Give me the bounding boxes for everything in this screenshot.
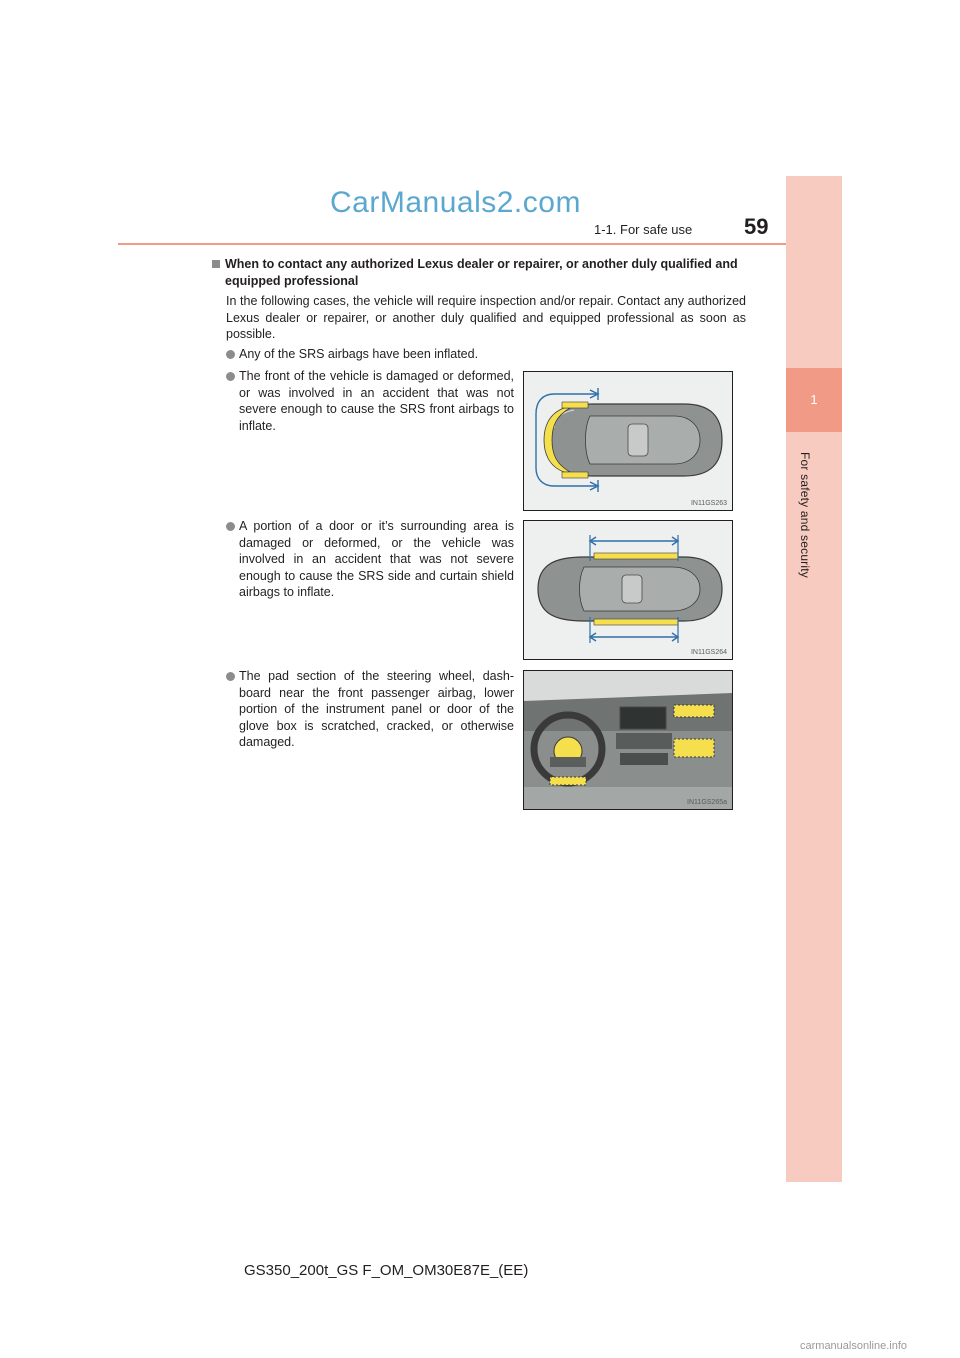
figure-code: IN11GS265a xyxy=(687,799,727,806)
circle-bullet-icon xyxy=(226,522,235,531)
dashboard-icon xyxy=(524,671,732,809)
section-title: 1-1. For safe use xyxy=(594,222,693,237)
figure-dashboard xyxy=(523,670,733,810)
circle-bullet-icon xyxy=(226,372,235,381)
figure-code: IN11GS264 xyxy=(690,649,727,656)
circle-bullet-icon xyxy=(226,672,235,681)
chapter-sidebar xyxy=(786,176,842,1182)
header-rule xyxy=(118,243,786,245)
figure-front-damage xyxy=(523,371,733,511)
figure-side-damage xyxy=(523,520,733,660)
chapter-number: 1 xyxy=(810,392,818,407)
car-top-view-side-icon xyxy=(524,521,732,659)
circle-bullet-icon xyxy=(226,350,235,359)
page-number: 59 xyxy=(744,214,769,239)
watermark-logo[interactable]: CarManuals2.com xyxy=(330,186,581,219)
bullet-item: Any of the SRS airbags have been inflated. xyxy=(226,346,746,363)
bullet-item: The pad section of the steering wheel, dash-board near the front passenger airbag, lower portion of the instrument panel or door of the glove box is scratched, cracked, or otherwise damaged. xyxy=(226,668,514,751)
footer-doc-code: GS350_200t_GS F_OM_OM30E87E_(EE) xyxy=(244,1262,529,1279)
car-top-view-front-icon xyxy=(524,372,732,510)
intro-paragraph: In the following cases, the vehicle will require inspection and/or repair. Contact any authorized Lexus dealer or repairer, or another duly qualified and equipped professional as soon as possible. xyxy=(226,294,746,341)
square-bullet-icon xyxy=(212,260,220,268)
section-heading: When to contact any authorized Lexus dealer or repairer, or another duly qualified and equipped professional xyxy=(212,256,754,290)
bullet-item: A portion of a door or it’s surrounding area is damaged or deformed, or the vehicle was involved in an accident that was not severe enough to cause the SRS side and curtain shield airbags to inflate. xyxy=(226,518,514,601)
watermark-footer[interactable]: carmanualsonline.info xyxy=(800,1340,908,1352)
figure-code: IN11GS263 xyxy=(690,500,727,507)
chapter-title: For safety and security xyxy=(798,452,812,578)
bullet-item: The front of the vehicle is damaged or deformed, or was involved in an accident that was not severe enough to cause the SRS front airbags to inflate. xyxy=(226,368,514,434)
